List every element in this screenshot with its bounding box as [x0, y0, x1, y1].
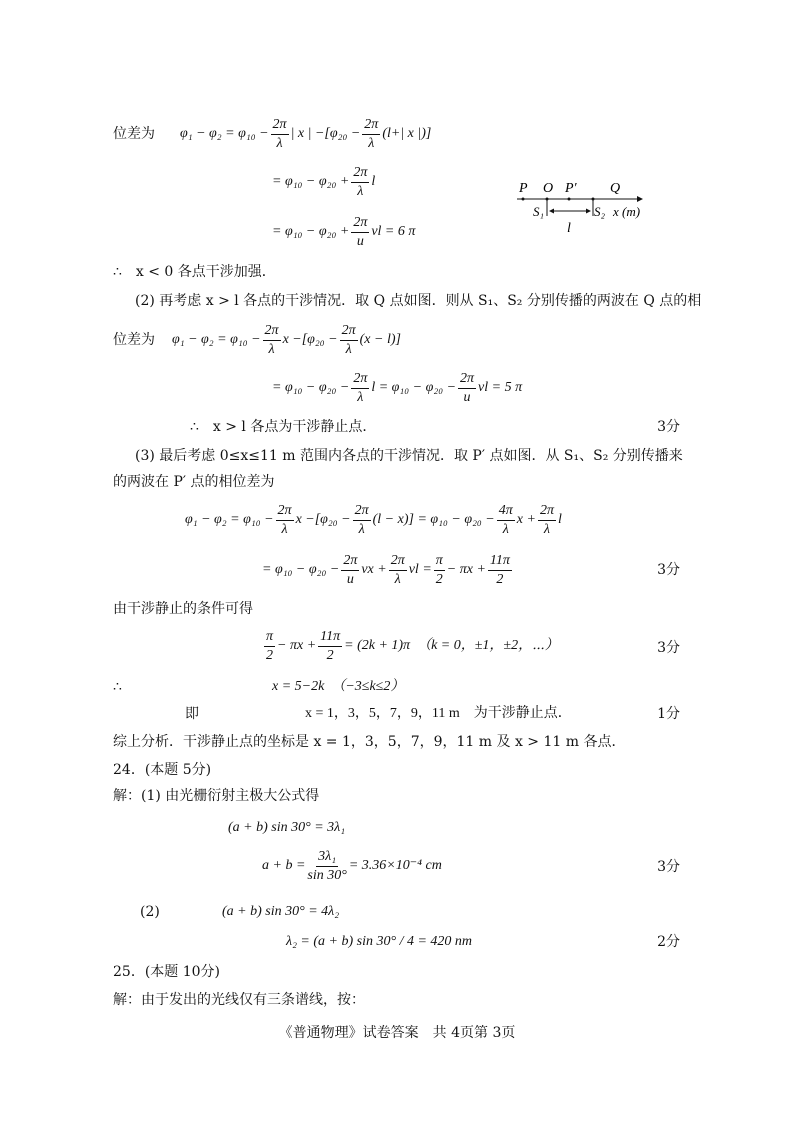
phase-diff-label: 位差为	[113, 126, 155, 142]
q24-part2-label: (2)	[140, 904, 160, 920]
score-label: 1分	[657, 706, 680, 722]
part3-intro-2: 的两波在 P′ 点的相位差为	[113, 474, 275, 490]
ji-label: 即	[185, 706, 199, 722]
equation-3: = φ₁₀ − φ₂₀ + $\frac{2\pi}{u}$ νl = 6 π	[272, 214, 416, 249]
score-label: 3分	[657, 859, 680, 875]
x-solution: x = 5−2k （−3≤k≤2）	[272, 679, 405, 694]
equation-5: = φ₁₀ − φ₂₀ − $\frac{2\pi}{\lambda}$ l = φ₁₀ − φ₂₀ − $\frac{2\pi}{u}$ νl = 5 π	[272, 370, 523, 405]
conclusion-x-gt-l: ∴ x > l 各点为干涉静止点．	[190, 419, 377, 435]
wave-source-diagram	[505, 178, 665, 238]
part3-intro: (3) 最后考虑 0≤x≤11 m 范围内各点的干涉情况．取 P′ 点如图．从 S₁、S₂ 分别传播来	[135, 448, 683, 464]
equation-11: (a + b) sin 30° = 4λ₂	[222, 904, 340, 919]
page-footer: 《普通物理》试卷答案 共 4页第 3页	[278, 1025, 516, 1041]
equation-12: λ₂ = (a + b) sin 30° / 4 = 420 nm	[286, 934, 473, 949]
score-label: 3分	[657, 419, 680, 435]
score-label: 2分	[657, 934, 680, 950]
equation-10: a + b = $\frac{\text{3λ₁}}{\sin 30^\circ}$ = 3.36×10⁻⁴ cm	[262, 848, 442, 883]
x-values: x = 1，3，5，7，9，11 m 为干涉静止点．	[305, 706, 572, 721]
equation-4: φ₁ − φ₂ = φ₁₀ − $\frac{2\pi}{\lambda}$ x −[φ₂₀ − $\frac{2\pi}{\lambda}$ (x − l)]	[172, 322, 401, 357]
equation-1: φ₁ − φ₂ = φ₁₀ − $\frac{2\pi}{\lambda}$ | x | −[φ₂₀ − $\frac{2\pi}{\lambda}$ (l+| x |)]	[180, 116, 432, 151]
point-P	[522, 198, 525, 201]
q25-title: 25．(本题 10分)	[113, 964, 221, 980]
label-O: O	[543, 181, 554, 196]
label-S1: S₁	[533, 204, 545, 219]
x-axis-arrow-icon	[637, 196, 643, 202]
equation-7: = φ₁₀ − φ₂₀ − $\frac{2\pi}{u}$ νx + $\frac{2\pi}{\lambda}$ νl = $\frac{\pi}{2}$ − πx + $\frac{11\pi}{2}$	[262, 552, 510, 587]
therefore-symbol: ∴	[113, 679, 122, 695]
conclusion-x-lt-0: ∴ x < 0 各点干涉加强．	[113, 264, 276, 280]
condition-intro: 由干涉静止的条件可得	[113, 601, 253, 617]
equation-6: φ₁ − φ₂ = φ₁₀ − $\frac{2\pi}{\lambda}$ x −[φ₂₀ − $\frac{2\pi}{\lambda}$ (l − x)] = φ₁₀ − φ₂₀ − $\frac{4\pi}{\lambda}$ x + $\frac{2\pi}{\lambda}$ l	[185, 502, 562, 537]
score-label: 3分	[657, 640, 680, 656]
point-P-prime	[568, 198, 571, 201]
score-label: 3分	[657, 562, 680, 578]
label-S2: S₂	[594, 204, 606, 219]
equation-2: = φ₁₀ − φ₂₀ + $\frac{2\pi}{\lambda}$ l	[272, 164, 376, 199]
label-l: l	[567, 221, 571, 236]
q24-part1: 解：(1) 由光栅衍射主极大公式得	[113, 788, 320, 804]
phase-diff-label-2: 位差为	[113, 332, 155, 348]
label-Q: Q	[610, 181, 621, 196]
equation-9: (a + b) sin 30° = 3λ₁	[228, 820, 346, 835]
label-P-prime: P′	[565, 181, 577, 196]
q24-title: 24．(本题 5分)	[113, 762, 212, 778]
label-x-axis: x (m)	[613, 204, 641, 219]
summary: 综上分析．干涉静止点的坐标是 x = 1，3，5，7，9，11 m 及 x > 11 m 各点．	[113, 734, 626, 750]
part2-intro: (2) 再考虑 x > l 各点的干涉情况．取 Q 点如图．则从 S₁、S₂ 分别传播的两波在 Q 点的相	[135, 293, 702, 309]
label-P: P	[519, 181, 528, 196]
q25-intro: 解：由于发出的光线仅有三条谱线，按：	[113, 992, 365, 1008]
equation-8: $\frac{\pi}{2}$ − πx + $\frac{11\pi}{2}$ = (2k + 1)π （k = 0，±1，±2，⋯）	[266, 628, 559, 663]
